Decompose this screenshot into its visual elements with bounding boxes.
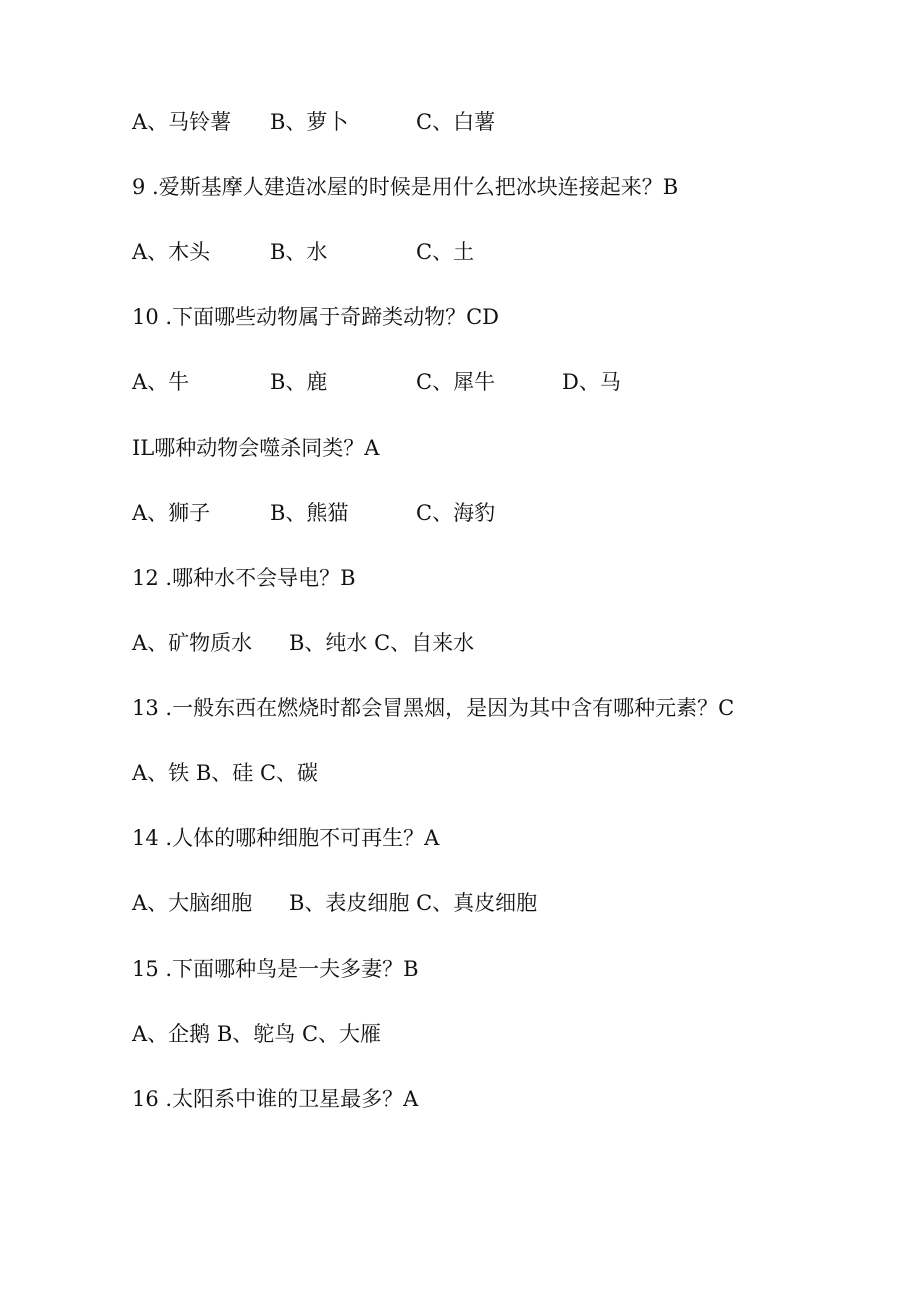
question-10: 10 .下面哪些动物属于奇蹄类动物？CD <box>132 305 499 329</box>
option-a: A、狮子 <box>132 501 211 525</box>
option-a: A、马铃薯 <box>132 110 232 134</box>
question-9: 9 .爱斯基摩人建造冰屋的时候是用什么把冰块连接起来？B <box>132 175 679 199</box>
option-c: C、海豹 <box>416 501 496 525</box>
option-abc: A、企鹅 B、鸵鸟 C、大雁 <box>132 1022 382 1046</box>
option-c: C、白薯 <box>416 110 496 134</box>
question-13: 13 .一般东西在燃烧时都会冒黑烟，是因为其中含有哪种元素？C <box>132 696 735 720</box>
option-c: C、土 <box>416 240 475 264</box>
question-12: 12 .哪种水不会导电？B <box>132 566 356 590</box>
question-14: 14 .人体的哪种细胞不可再生？A <box>132 826 440 850</box>
option-a: A、矿物质水 <box>132 631 253 655</box>
option-bc: B、纯水 C、自来水 <box>289 631 475 655</box>
question-15: 15 .下面哪种鸟是一夫多妻？B <box>132 957 419 981</box>
option-b: B、水 <box>270 240 328 264</box>
question-11: IL哪种动物会噬杀同类？A <box>132 436 380 460</box>
option-d: D、马 <box>562 370 621 394</box>
option-abc: A、铁 B、硅 C、碳 <box>132 761 319 785</box>
option-a: A、牛 <box>132 370 190 394</box>
option-bc: B、表皮细胞 C、真皮细胞 <box>289 891 538 915</box>
option-a: A、大脑细胞 <box>132 891 253 915</box>
option-b: B、鹿 <box>270 370 328 394</box>
question-16: 16 .太阳系中谁的卫星最多？A <box>132 1087 419 1111</box>
option-c: C、犀牛 <box>416 370 496 394</box>
option-a: A、木头 <box>132 240 211 264</box>
option-b: B、萝卜 <box>270 110 349 134</box>
option-b: B、熊猫 <box>270 501 349 525</box>
